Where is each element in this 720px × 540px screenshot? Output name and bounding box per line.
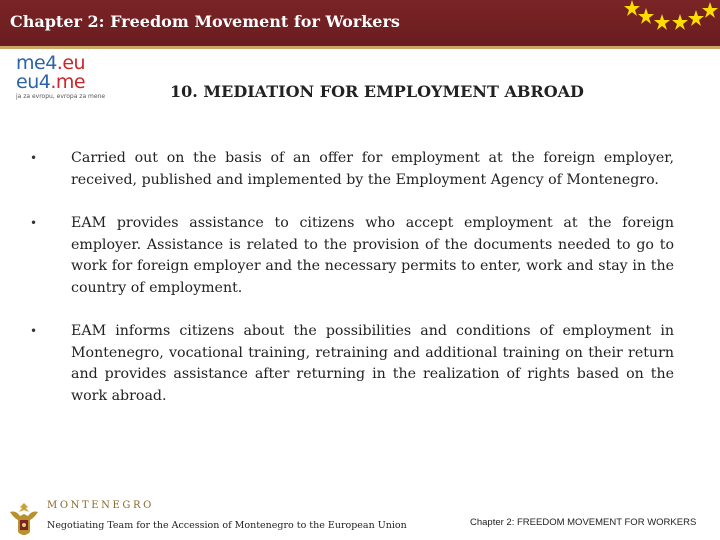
logo-text-eu4: eu4 <box>16 71 51 93</box>
footer-country: MONTENEGRO <box>47 500 154 511</box>
footer-team-label: Negotiating Team for the Accession of Montenegro to the European Union <box>47 520 407 531</box>
bullet-dot: • <box>30 151 38 165</box>
bullet-item <box>30 148 674 191</box>
header-bar <box>0 0 720 46</box>
star-icon <box>638 8 654 24</box>
bullet-dot: • <box>30 324 38 338</box>
bullet-dot: • <box>30 216 38 230</box>
logo-text-eu: .eu <box>56 52 86 74</box>
bullet-list <box>30 148 674 429</box>
bullet-item <box>30 213 674 299</box>
star-icon <box>624 0 640 16</box>
eu-stars-icon <box>600 0 720 46</box>
logo-tagline: ja za evropu, evropa za mene <box>16 93 106 100</box>
montenegro-coat-of-arms-icon <box>4 500 44 540</box>
logo-text-me: .me <box>50 71 86 93</box>
star-icon <box>654 14 670 30</box>
star-icon <box>688 10 704 26</box>
star-icon <box>672 14 688 30</box>
chapter-title: Chapter 2: Freedom Movement for Workers <box>10 12 400 31</box>
bullet-text: EAM provides assistance to citizens who accept employment at the foreign employer. Assistance is related to the provision of the documents needed to go to work for foreign employer and the necessary permits to enter, work and stay in the country of employment. <box>71 215 674 296</box>
slide-title: 10. MEDIATION FOR EMPLOYMENT ABROAD <box>170 82 584 101</box>
bullet-item <box>30 321 674 407</box>
bullet-text: EAM informs citizens about the possibilities and conditions of employment in Montenegro, vocational training, retraining and additional training on their return and provides assistance after returning in the realization of rights based on the work abroad. <box>71 323 674 404</box>
logo-text-me4: me4 <box>16 52 57 74</box>
header-divider <box>0 46 720 49</box>
me4eu-logo <box>16 54 112 100</box>
bullet-text: Carried out on the basis of an offer for employment at the foreign employer, received, published and implemented by the Employment Agency of Montenegro. <box>71 150 674 188</box>
star-icon <box>702 2 718 18</box>
footer-chapter-label: Chapter 2: FREEDOM MOVEMENT FOR WORKERS <box>470 517 697 528</box>
